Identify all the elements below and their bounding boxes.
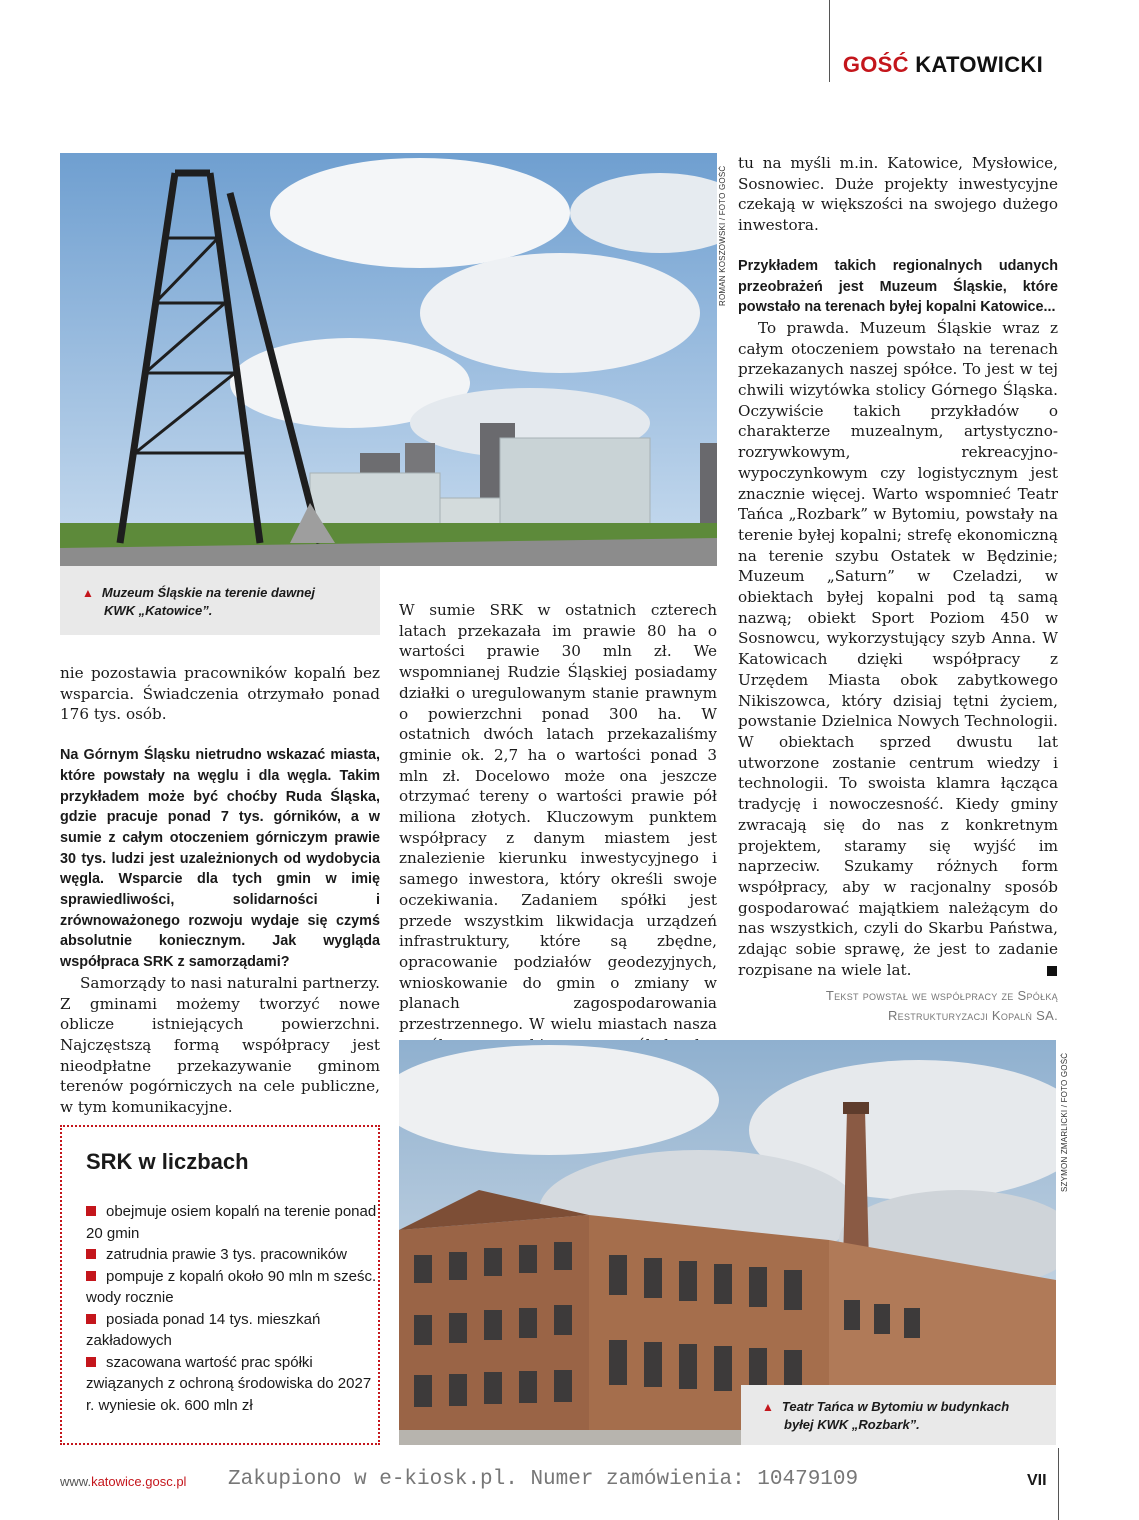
- footer-url-domain: katowice.gosc.pl: [91, 1474, 187, 1489]
- bullet-square-icon: [86, 1249, 96, 1259]
- bullet-square-icon: [86, 1206, 96, 1216]
- bullet-square-icon: [86, 1357, 96, 1367]
- photo2-credit: SZYMON ZMARLICKI / FOTO GOŚĆ: [1060, 1052, 1069, 1192]
- footnote-line1: Tekst powstał we współpracy ze Spółką: [825, 988, 1058, 1003]
- col2-paragraph-1: W sumie SRK w ostatnich czterech latach przekazała im prawie 80 ha o wartości prawie 30 mln zł. We wspomnianej Rudzie Śląskiej posiadamy działki o uregulowanym stanie prawnym o powierzchni ponad 300 ha. W ostatnich dwóch latach przekazaliśmy gminie ok. 2,7 ha o wartości ponad 3 mln zł. Docelowo może ona jeszcze otrzymać tereny o wartości prawie pół miliona złotych. Kluczowym punktem współpracy z danym miastem jest znalezienie kierunku inwestycyjnego i samego inwestora, który określi swoje oczekiwania. Zadaniem spółki jest przede wszystkim likwidacja urządzeń infrastruktury, które są zbędne, opracowanie podziałów geodezyjnych, wnioskowanie do gmin o zmiany w planach zagospodarowania przestrzennego. W wielu miastach nasza: [399, 601, 717, 1034]
- caption-triangle-icon-2: ▲: [762, 1400, 774, 1414]
- museum-photo-illustration: [60, 153, 717, 566]
- list-item: obejmuje osiem kopalń na terenie ponad 20 gmin: [86, 1203, 377, 1242]
- list-item: szacowana wartość prac spółki związanych z ochroną środowiska do 2027 r. wyniesie ok. 600 mln zł: [86, 1353, 372, 1414]
- article-column-1: [60, 663, 380, 1118]
- top-rule-line: [829, 0, 830, 82]
- sponsor-footnote: [740, 986, 1058, 1026]
- bullet-square-icon: [86, 1314, 96, 1324]
- region-name: KATOWICKI: [915, 52, 1043, 77]
- article-column-2: [399, 600, 717, 1076]
- article-end-mark: [1047, 966, 1057, 976]
- photo2-caption: [762, 1398, 1054, 1433]
- srk-stats-box: [60, 1125, 380, 1445]
- col3-paragraph-2: To prawda. Muzeum Śląskie wraz z całym otoczeniem powstało na terenach przekazanych naszej spółce. To jest w tej chwili wizytówka stolicy Górnego Śląska. Oczywiście takich przykładów o charakterze muzealnym, artystyczno-rozrywkowym, rekreacyjno-wypoczynkowym czy logistycznym jest znacznie więcej. Warto wspomnieć Teatr Tańca „Rozbark” w Bytomiu, powstały na terenie byłej kopalni; strefę ekonomiczną na terenie szybu Ostatek w Będzinie; Muzeum „Saturn” w Czeladzi, w obiektach byłej kopalni pod tą samą nazwą; obiekt Sport Poziom 450 w Sosnowcu, wykorzystujący szyb Anna. W Katowicach dzięki współpracy z Urzędem Miasta obok zabytkowego Nikiszowca, który dzisiaj tętni życiem, powstanie Dzielnica Nowych Technologii. W obiektach sprzed dwustu lat utworzone zostanie centrum wiedzy i technologii. To swoista klamra łącząca tradycję i nowoczesność. Kiedy gminy zwracają się do nas z konkretnym projektem, staramy się wyjść im naprzeciw. Szukamy różnych form współpracy, aby w racjonalny sposób gospodarować majątkiem należącym do nas wszystkich, czyli do Skarbu Państwa, zdając sobie sprawę, że jest to zadanie rozpisane na wiele lat.: [738, 318, 1058, 979]
- col1-paragraph-1: nie pozostawia pracowników kopalń bez wsparcia. Świadczenia otrzymało ponad 176 tys. osób.: [60, 664, 380, 724]
- col1-question-1: Na Górnym Śląsku nietrudno wskazać miasta, które powstały na węglu i dla węgla. Takim przykładem może być choćby Ruda Śląska, gdzie pracuje ponad 7 tys. górników, a w sumie z całym otoczeniem górniczym prawie 30 tys. ludzi jest uzależnionych od wydobycia węgla. Wsparcie dla tych gmin w imię sprawiedliwości, solidarności i zrównoważonego rozwoju wydaje się czymś absolutnie koniecznym. Jak wygląda współpraca SRK z samorządami?: [60, 747, 380, 971]
- photo2-caption-line2: byłej KWK „Rozbark”.: [784, 1417, 920, 1432]
- photo1-caption-line1: Muzeum Śląskie na terenie dawnej: [101, 585, 316, 600]
- photo1-caption: [82, 584, 377, 619]
- col3-question-1: Przykładem takich regionalnych udanych przeobrażeń jest Muzeum Śląskie, które powstało na terenach byłej kopalni Katowice...: [738, 257, 1058, 316]
- footnote-line2: Restrukturyzacji Kopalń SA.: [887, 1008, 1058, 1023]
- museum-photo: [60, 153, 717, 566]
- bottom-rule-line: [1058, 1448, 1059, 1520]
- article-column-3: [738, 153, 1058, 980]
- photo1-caption-line2: KWK „Katowice”.: [104, 603, 213, 618]
- brand-name: GOŚĆ: [842, 52, 909, 77]
- photo2-caption-line1: Teatr Tańca w Bytomiu w budynkach: [781, 1399, 1010, 1414]
- photo1-credit: ROMAN KOSZOWSKI / FOTO GOŚĆ: [718, 165, 727, 306]
- caption-triangle-icon: ▲: [82, 586, 94, 600]
- footer-url[interactable]: [60, 1474, 186, 1489]
- list-item: posiada ponad 14 tys. mieszkań zakładowych: [86, 1310, 321, 1349]
- infobox-title: SRK w liczbach: [86, 1149, 249, 1174]
- page-number: VII: [1027, 1472, 1047, 1489]
- infobox-list: [86, 1201, 378, 1416]
- col1-paragraph-2: Samorządy to nasi naturalni partnerzy. Z gminami możemy tworzyć nowe oblicze istniejących powierzchni. Najczęstszą formą współpracy jest nieodpłatne przekazywanie gminom terenów pogórniczych na cele publiczne, w tym komunikacyjne.: [60, 973, 380, 1117]
- bullet-square-icon: [86, 1271, 96, 1281]
- footer-url-prefix: www.: [60, 1474, 92, 1489]
- purchase-watermark: Zakupiono w e-kiosk.pl. Numer zamówienia: 10479109: [228, 1468, 859, 1491]
- list-item: zatrudnia prawie 3 tys. pracowników: [86, 1244, 378, 1266]
- col3-paragraph-1: tu na myśli m.in. Katowice, Mysłowice, Sosnowiec. Duże projekty inwestycyjne czekają w większości na swojego dużego inwestora.: [738, 154, 1058, 235]
- magazine-header: [843, 52, 1043, 78]
- list-item: pompuje z kopalń około 90 mln m sześc. wody rocznie: [86, 1267, 377, 1306]
